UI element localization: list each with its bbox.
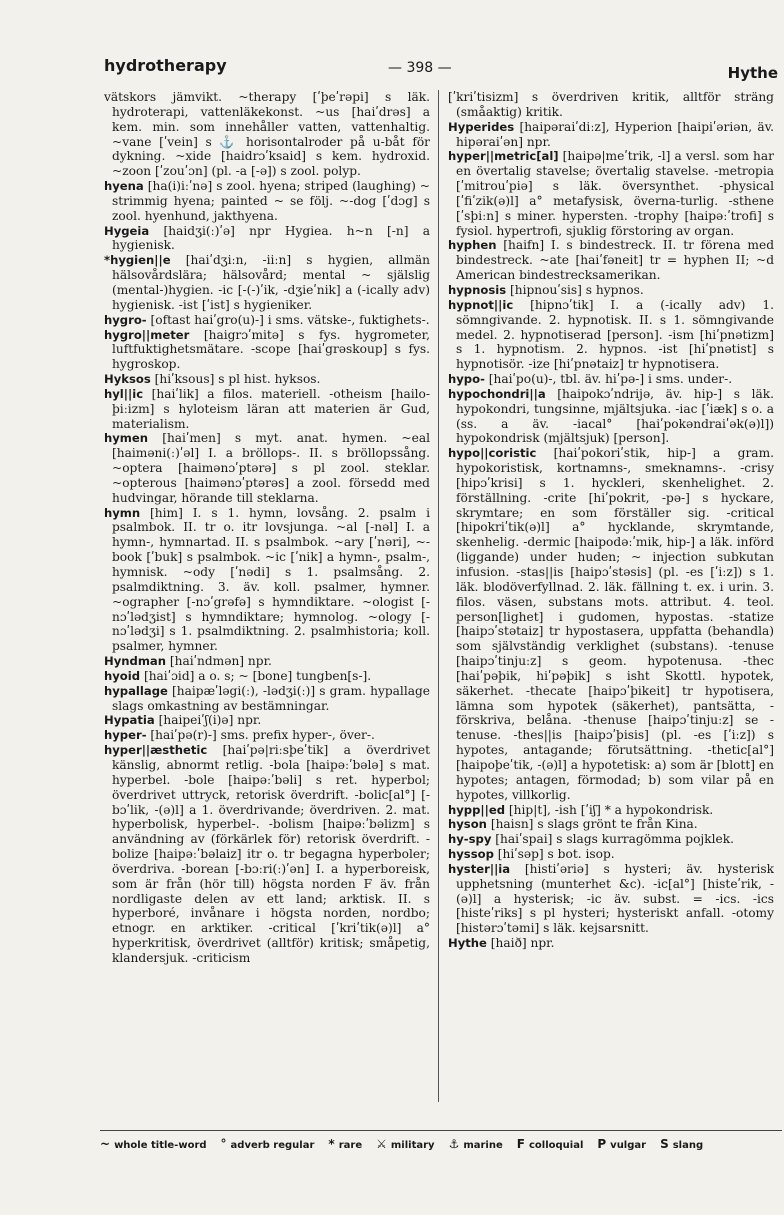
entry-headword: Hyksos [104, 372, 151, 387]
dictionary-entry [448, 372, 774, 387]
right-column [448, 90, 774, 1102]
entry-definition: [haifn] I. s bindestreck. II. tr förena med bindestreck. ~ate [haiʹfəneit] tr = hyphen II; ~d American bindestrecksamerikan. [456, 238, 774, 283]
entry-definition: [haiʹmen] s myt. anat. hymen. ~eal [haiməni(ː)ʹəl] I. a bröllops-. II. s bröllopssång. ~optera [haimənɔʹptərə] s pl zool. steklar. ~opterous [haimənɔʹptərəs] a zool. försedd med hudvingar, hörande till steklarna. [112, 431, 430, 505]
entry-definition: [haipə|meʹtrik, -l] a versl. som har en övertalig stavelse; övertalig stavelse. -metropia [ʹmitrouʹpiə] s läk. översynthet. -physical [ʹfiʹzik(ə)l] a° metafysisk, överna-turlig. -sthene [ʹsþiːn] s miner. hypersten. -trophy [haipəːʹtrofi] s fysiol. hypertrofi, sjuklig förstoring av organ. [456, 149, 774, 238]
legend-label: colloquial [528, 1140, 584, 1151]
legend-symbol: ~ [100, 1137, 111, 1151]
header-first-word: hydrotherapy [104, 56, 227, 75]
entry-headword: hyssop [448, 847, 494, 862]
header-last-word: Hythe [727, 64, 778, 82]
legend-item [449, 1137, 503, 1151]
entry-headword: hyper||metric[al] [448, 149, 559, 164]
legend-label: adverb regular [230, 1140, 315, 1151]
legend-symbol: * [328, 1137, 335, 1151]
entry-definition: [haidʒi(ː)ʹə] npr Hygiea. h~n [-n] a hygienisk. [112, 223, 430, 253]
entry-headword: hy-spy [448, 832, 492, 847]
entry-headword: hyper||æsthetic [104, 743, 208, 758]
dictionary-entry [104, 669, 430, 684]
entry-headword: Hygeia [104, 223, 150, 238]
entry-headword: hypp||ed [448, 802, 506, 817]
entry-definition: [him] I. s 1. hymn, lovsång. 2. psalm i psalmbok. II. tr o. itr lovsjunga. ~al [-nəl] I. a hymn-, hymnartad. II. s psalmbok. ~ary [ʹnəri], ~-book [ʹbuk] s psalmbok. ~ic [ʹnik] a hymn-, psalm-, hymnisk. ~ody [ʹnədi] s 1. psalmsång. 2. psalmdiktning. 3. äv. koll. psalmer, hymner. ~ographer [-nɔʹgrəfə] s hymndiktare. ~ologist [-nɔʹlədʒist] s hymndiktare; hymnolog. ~ology [-nɔʹlədʒi] s 1. psalmdiktning. 2. psalmhistoria; koll. psalmer, hymner. [112, 505, 430, 654]
entry-definition: [haipeiʹʃ(i)ə] npr. [158, 713, 262, 728]
dictionary-entry [104, 713, 430, 728]
dictionary-entry [448, 120, 774, 150]
legend-item [517, 1137, 584, 1151]
dictionary-entry [448, 862, 774, 936]
legend-item [660, 1137, 703, 1151]
entry-headword: hymen [104, 431, 149, 446]
dictionary-entry [104, 328, 430, 373]
entry-definition: [oftast haiʹgro(u)-] i sms. vätske-, fuktighets-. [150, 312, 430, 327]
dictionary-entry [448, 283, 774, 298]
entry-definition: [hiʹsəp] s bot. isop. [497, 847, 615, 862]
dictionary-entry [104, 743, 430, 966]
entry-definition: [haið] npr. [490, 936, 555, 951]
entry-definition: [ʹkriʹtisizm] s överdriven kritik, alltför sträng (småaktig) kritik. [448, 90, 774, 119]
entry-headword: hypnosis [448, 282, 507, 297]
entry-definition: [ha(i)iːʹnə] s zool. hyena; striped (laughing) ~ strimmig hyena; painted ~ se följ. ~-dog [ʹdɔg] s zool. hyenhund, jakthyena. [112, 179, 430, 223]
dictionary-entry [448, 936, 774, 951]
dictionary-entry [448, 817, 774, 832]
legend-symbol: S [660, 1137, 669, 1151]
legend-label: slang [672, 1140, 704, 1151]
entry-headword: hyster||ia [448, 861, 511, 876]
entry-headword: hyper- [104, 728, 147, 743]
dictionary-entry [104, 431, 430, 505]
legend-label: military [390, 1140, 435, 1151]
entry-definition: [hipnouʹsis] s hypnos. [509, 282, 644, 297]
dictionary-entry [448, 90, 774, 120]
dictionary-entry [448, 238, 774, 283]
entry-headword: hypochondri||a [448, 386, 546, 401]
entry-headword: hyson [448, 817, 487, 832]
legend-symbol: F [516, 1137, 525, 1151]
dictionary-entry [104, 313, 430, 328]
entry-definition: [haiʹpokoriʹstik, hip-] a gram. hypokoristisk, kortnamns-, smeknamns-. -crisy [hipɔʹkrisi] s 1. hyckleri, skenhelighet. 2. förställning. -crite [hiʹpokrit, -pə-] s hyckare, skrymtare; en som förställer sig. -critical [hipokriʹtik(ə)l] a° hycklande, skrymtande, skenhelig. -dermic [haipodəːʹmik, hip-] a läk. införd (liggande) under huden; ~ injection subkutan infusion. -stas||is [haipɔʹstəsis] (pl. -es [ʹiːz]) s 1. läk. blodöverfyllnad. 2. läk. fällning t. ex. i urin. 3. filos. väsen, substans mots. attribut. 4. teol. person[lighet] i gudomen, hypostas. -statize [haipɔʹstətaiz] tr hypostasera, uppfatta (behandla) som självständig verklighet (substans). -tenuse [haipɔʹtinjuːz] s geom. hypotenusa. -thec [haiʹpəþik, hiʹpəþik] s isht Skottl. hypotek, säkerhet. -thecate [haipɔʹþikeit] tr hypotisera, lämna som hypotek (säkerhet), pantsätta, -förskriva, belåna. -thenuse [haipɔʹtinjuːz] se -tenuse. -thes||is [haipɔʹþisis] (pl. -es [ʹiːz]) s hypotes, antagande; förutsättning. -thetic[al°] [haipoþeʹtik, -(ə)l] a hypotetisk: a) som är [blott] en hypotes; antagen, förmodad; b) som vilar på en hypotes, villkorlig. [456, 446, 774, 802]
legend-symbol: ⚓ [448, 1137, 460, 1151]
legend-label: vulgar [610, 1140, 647, 1151]
column-divider [438, 90, 439, 1102]
dictionary-entry [104, 253, 430, 312]
dictionary-entry [448, 803, 774, 818]
dictionary-entry [448, 298, 774, 372]
entry-definition: vätskors jämvikt. ~therapy [ʹþeʹrəpi] s läk. hydroterapi, vattenläkekonst. ~us [haiʹdrəs] a kem. min. som innehåller vatten, vattenhaltig. ~vane [ʹvein] s ⚓ horisontalroder på u-båt för dykning. ~xide [haidrɔʹksaid] s kem. hydroxid. ~zoon [ʹzouʹɔn] (pl. -a [-ə]) s zool. polyp. [104, 90, 430, 179]
entry-definition: [haiʹspai] s slags kurragömma pojklek. [495, 832, 734, 847]
dictionary-entry [104, 387, 430, 432]
legend-item [597, 1137, 646, 1151]
dictionary-entry [104, 224, 430, 254]
page-number: — 398 — [388, 60, 452, 76]
entry-headword: Hyndman [104, 654, 166, 669]
entry-headword: hyl||ic [104, 386, 144, 401]
dictionary-entry [104, 90, 430, 179]
legend-item [100, 1137, 207, 1151]
entry-definition: [haiʹpə|riːsþeʹtik] a överdrivet känslig, abnormt retlig. -bola [haipəːʹbələ] s mat. hyperbel. -bole [haipəːʹbəli] s ret. hyperbol; överdrivet uttryck, retorisk överdrift. -bolic[al°] [-bɔʹlik, -(ə)l] a 1. överdrivande; överdriven. 2. mat. hyperbolisk, hyperbel-. -bolism [haipəːʹbəlizm] s användning av (förkärlek för) retorisk överdrift. -bolize [haipəːʹbəlaiz] itr o. tr begagna hyperboler; överdriva. -borean [-bɔːri(ː)ʹən] I. a hyperboreisk, som är från (hör till) högsta norden F äv. från nordligaste delen av ett land; arktisk. II. s hyperboré, invånare i högsta norden, nordbo; etnogr. en arktiker. -critical [ʹkriʹtik(ə)l] a° hyperkritisk, överdrivet (alltför) kritisk; småpetig, klandersjuk. -criticism [112, 743, 430, 965]
entry-headword: hygro||meter [104, 327, 190, 342]
legend-symbol: P [597, 1137, 607, 1151]
entry-headword: hymn [104, 505, 141, 520]
page-header [100, 52, 782, 84]
entry-headword: hypnot||ic [448, 297, 514, 312]
dictionary-entry [448, 149, 774, 238]
dictionary-entry [448, 847, 774, 862]
legend-label: whole title-word [114, 1140, 207, 1151]
entry-headword: hyoid [104, 668, 141, 683]
dictionary-entry [104, 654, 430, 669]
entry-definition: [haipəraiʹdiːz], Hyperion [haipiʹəriən, äv. hipəraiʹən] npr. [456, 119, 774, 149]
entry-definition: [haiʹpə(r)-] sms. prefix hyper-, över-. [150, 728, 375, 743]
entry-definition: [haiʹɔid] a o. s; ~ [bone] tungben[s-]. [143, 668, 372, 683]
dictionary-page [100, 52, 782, 1151]
entry-headword: hypallage [104, 683, 168, 698]
entry-definition: [haisn] s slags grönt te från Kina. [490, 817, 698, 832]
legend-item [328, 1137, 362, 1151]
abbreviation-legend [100, 1130, 782, 1151]
dictionary-entry [104, 506, 430, 654]
dictionary-entry [448, 387, 774, 446]
dictionary-entry [104, 684, 430, 714]
dictionary-entry [104, 372, 430, 387]
legend-symbol: ⚔ [376, 1137, 387, 1151]
columns [100, 90, 782, 1102]
legend-item [221, 1137, 315, 1151]
entry-headword: hypo- [448, 372, 485, 387]
entry-definition: [haipæʹləgi(ː), -lədʒi(ː)] s gram. hypallage slags omkastning av bestämningar. [112, 683, 430, 713]
entry-definition: [haiʹpo(u)-, tbl. äv. hiʹpə-] i sms. under-. [488, 372, 733, 387]
entry-definition: [hipnɔʹtik] I. a (-ically adv) 1. sömngivande. 2. hypnotisk. II. s 1. sömngivande medel. 2. hypnotiserad [person]. -ism [hiʹpnətizm] s 1. hypnotism. 2. hypnos. -ist [hiʹpnətist] s hypnotisör. -ize [hiʹpnətaiz] tr hypnotisera. [456, 297, 774, 372]
entry-definition: [haiʹdʒiːn, -iiːn] s hygien, allmän hälsovårdslära; hälsovård; mental ~ själslig (mental-)hygien. -ic [-(-)ʹik, -dʒieʹnik] a (-ically adv) hygienisk. -ist [ʹist] s hygieniker. [112, 253, 430, 312]
dictionary-entry [104, 728, 430, 743]
entry-definition: [haipokɔʹndrijə, äv. hip-] s läk. hypokondri, tungsinne, mjältsjuka. -iac [ʹiæk] s o. a (ss. a äv. -iacal° [haiʹpokəndraiʹək(ə)l]) hypokondrisk (mjältsjuk) [person]. [456, 386, 774, 446]
entry-definition: [hip|t], -ish [ʹiʃ] * a hypokondrisk. [508, 802, 714, 817]
entry-definition: [haiʹlik] a filos. materiell. -otheism [hailo-þiːizm] s hyloteism läran att materien är Gud, materialism. [112, 386, 430, 431]
entry-headword: hyena [104, 179, 144, 194]
entry-headword: Hyperides [448, 119, 515, 134]
entry-headword: hypo||coristic [448, 446, 537, 461]
dictionary-entry [448, 446, 774, 802]
dictionary-entry [448, 832, 774, 847]
entry-definition: [histiʹəriə] s hysteri; äv. hysterisk upphetsning (munterhet &c). -ic[al°] [histeʹrik, -(ə)l] a hysterisk; -ic äv. subst. = -ics. -ics [histeʹriks] s pl hysteri; hysteriskt anfall. -otomy [histərɔʹtəmi] s läk. kejsarsnitt. [456, 861, 774, 936]
legend-label: rare [338, 1140, 363, 1151]
legend-symbol: ° [220, 1137, 227, 1151]
entry-definition: [hiʹksous] s pl hist. hyksos. [154, 372, 321, 387]
dictionary-entry [104, 179, 430, 224]
entry-headword: hygro- [104, 312, 147, 327]
legend-label: marine [463, 1140, 503, 1151]
entry-headword: Hythe [448, 936, 487, 951]
entry-headword: Hypatia [104, 713, 155, 728]
left-column [104, 90, 430, 1102]
entry-headword: *hygien||e [104, 253, 171, 268]
entry-headword: hyphen [448, 238, 497, 253]
legend-item [376, 1137, 434, 1151]
entry-definition: [haigrɔʹmitə] s fys. hygrometer, luftfuktighetsmätare. -scope [haiʹgrəskoup] s fys. hygroskop. [112, 327, 430, 372]
entry-definition: [haiʹndmən] npr. [169, 654, 272, 669]
